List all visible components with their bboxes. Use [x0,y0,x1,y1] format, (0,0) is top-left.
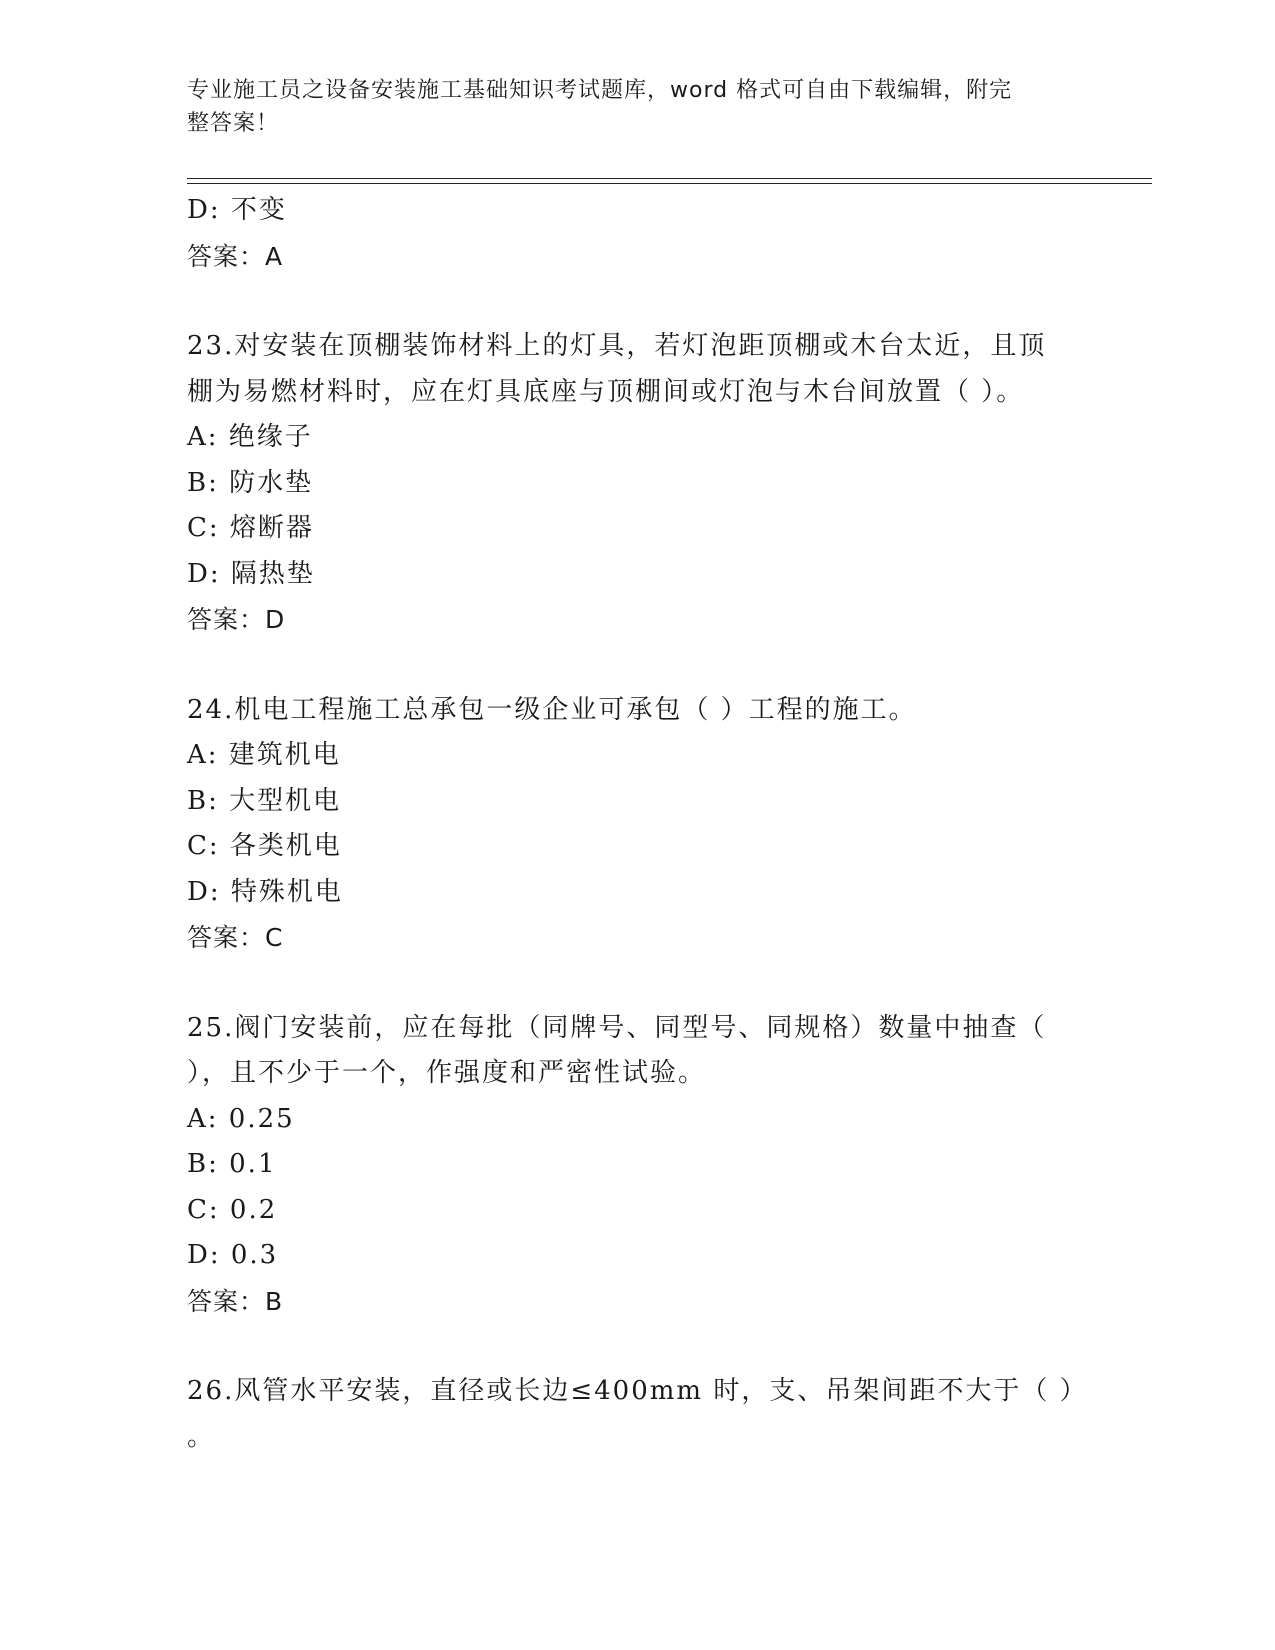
option-c: C: 0.2 [187,1194,278,1225]
option-d: D: 0.3 [187,1240,279,1270]
option-b: B: 大型机电 [187,785,342,816]
header-line-1: 专业施工员之设备安装施工基础知识考试题库，word 格式可自由下载编辑，附完 [187,78,1013,103]
header-divider-bottom [187,183,1152,184]
option-c: C: 熔断器 [187,513,314,543]
option-a: A: 绝缘子 [187,422,313,452]
question-text-23-cont: 棚为易燃材料时，应在灯具底座与顶棚间或灯泡与木台间放置（ ）。 [187,376,1025,407]
option-d: D: 特殊机电 [187,876,343,907]
answer-line: 答案：D [187,605,286,634]
question-text-25-cont: ），且不少于一个，作强度和严密性试验。 [187,1058,707,1088]
option-d: D: 不变 [187,195,287,225]
answer-line: 答案：C [187,923,284,952]
option-a: A: 0.25 [187,1103,295,1134]
question-text-25: 25.阀门安装前，应在每批（同牌号、同型号、同规格）数量中抽查（ [187,1012,1047,1043]
document-header [187,74,1067,140]
answer-line: 答案：A [187,241,284,271]
option-c: C: 各类机电 [187,831,342,861]
option-b: B: 防水垫 [187,467,314,498]
option-d: D: 隔热垫 [187,558,315,589]
answer-line: 答案：B [187,1286,284,1316]
header-divider-top [187,178,1152,179]
option-a: A: 建筑机电 [187,740,341,770]
question-text-23: 23.对安装在顶棚装饰材料上的灯具，若灯泡距顶棚或木台太近，且顶 [187,331,1047,361]
header-line-2: 整答案！ [187,111,280,136]
option-b: B: 0.1 [187,1149,277,1179]
question-text-26: 26.风管水平安装，直径或长边≤400mm 时，支、吊架间距不大于（ ） [187,1376,1088,1406]
question-text-24: 24.机电工程施工总承包一级企业可承包（ ）工程的施工。 [187,694,917,725]
question-text-26-cont: 。 [187,1421,216,1452]
question-list [187,188,1087,1460]
